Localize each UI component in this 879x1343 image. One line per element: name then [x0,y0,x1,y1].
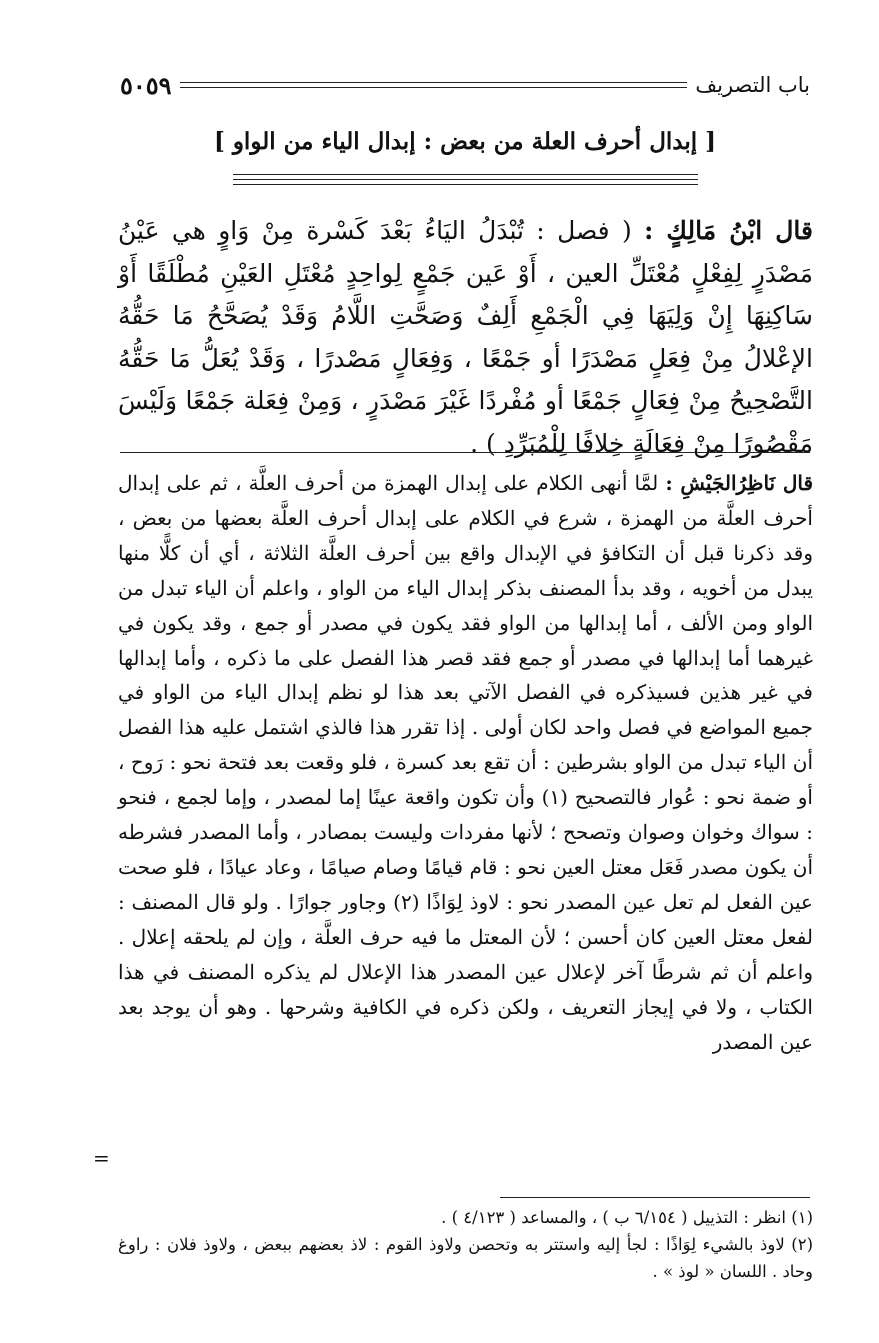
footnote-1: (١) انظر : التذييل ( ٦/١٥٤ ب ) ، والمساعد ( ٤/١٢٣ ) . [441,1208,813,1227]
footnote-rule [500,1197,810,1198]
separator-rule [120,452,810,453]
matn-speaker: قال ابْنُ مَالِكٍ : [644,216,813,245]
header-rule [180,82,688,88]
sharh-paragraph [118,466,813,1059]
footnote-2: (٢) لاوذ بالشيء لِوَاذًا : لجأ إليه واستتر به وتحصن ولاوذ القوم : لاذ بعضهم ببعض ، ولاوذ فلان : راوغ وحاد . اللسان « لوذ » . [118,1235,813,1281]
chapter-title: باب التصريف [695,73,810,97]
matn-text: ( فصل : تُبْدَلُ اليَاءُ بَعْدَ كَسْرة مِنْ وَاوٍ هي عَيْنُ مَصْدَرٍ لِفِعْلٍ مُعْتَلِّ العين ، أَوْ عَين جَمْعٍ لِواحِدٍ مُعْتَلِ العَيْنِ مُطْلَقًا أَوْ سَاكِنِهَا إِنْ وَلِيَهَا فِي الْجَمْعِ أَلِفٌ وَصَحَّتِ اللَّامُ وَقَدْ يُصَحَّحُ مَا حَقُّهُ الإعْلالُ مِنْ فِعَلٍ مَصْدَرًا أو جَمْعًا ، وَفِعَالٍ مَصْدرًا ، وَقَدْ يُعَلُّ مَا حَقُّهُ التَّصْحِيحُ مِنْ فِعَالٍ جَمْعًا أو مُفْردًا غَيْرَ مَصْدَرٍ ، وَمِنْ فِعَلة جَمْعًا وَلَيْسَ مَقْصُورًا مِنْ فِعَالَةٍ خِلافًا لِلْمُبَرِّدِ ) . [118,216,813,458]
matn-paragraph [118,210,813,465]
sharh-text: لمَّا أنهى الكلام على إبدال الهمزة من أحرف العلَّة ، ثم على إبدال أحرف العلَّة من الهمزة ، شرع في الكلام على إبدال أحرف العلَّة بعضها من بعض ، وقد ذكرنا قبل أن التكافؤ في الإبدال واقع بين أحرف العلَّة الثلاثة ، أي أن كلًّا منها يبدل من أخويه ، وقد بدأ المصنف بذكر إبدال الياء من الواو ، واعلم أن الياء تبدل من الواو ومن الألف ، أما إبدالها من الواو فقد يكون في مصدر أو جمع ، وقد يكون في غيرهما أما إبدالها في مصدر أو جمع فقد قصر هذا الفصل على ما ذكره ، وأما إبدالها في غير هذين فسيذكره في الفصل الآتي بعد هذا لو نظم إبدال الياء من الواو في جميع المواضع في فصل واحد لكان أولى . إذا تقرر هذا فالذي اشتمل عليه هذا الفصل أن الياء تبدل من الواو بشرطين : أن تقع بعد كسرة ، فلو وقعت بعد فتحة نحو : رَوح ، أو ضمة نحو : عُوار فالتصحيح (١) وأن تكون واقعة عينًا إما لمصدر ، وإما لجمع ، فنحو : سواك وخوان وصوان وتصحح ؛ لأنها مفردات وليست بمصادر ، وأما المصدر فشرطه أن يكون مصدر فَعَل معتل العين نحو : قام قيامًا وصام صيامًا ، وعاد عيادًا ، فلو صحت عين الفعل لم تعل عين المصدر نحو : لاوذ لِوَاذًا (٢) وجاور جوارًا . ولو قال المصنف : لفعل معتل العين كان أحسن ؛ لأن المعتل ما فيه حرف العلَّة ، وإن لم يلحقه إعلال . واعلم أن ثم شرطًا آخر لإعلال عين المصدر هذا الإعلال لم يذكره المصنف في هذا الكتاب ، ولا في إيجاز التعريف ، ولكن ذكره في الكافية وشرحها . وهو أن يوجد بعد عين المصدر [118,471,813,1054]
footnotes [118,1204,813,1285]
sharh-speaker: قال نَاظِرُالجَيْشِ : [665,471,814,495]
page-number: ٥٠٥٩ [120,70,172,100]
title-underline [233,174,698,189]
running-header [120,70,810,100]
continuation-mark: = [93,1146,110,1170]
section-title: [ إبدال أحرف العلة من بعض : إبدال الياء من الواو ] [213,128,717,155]
